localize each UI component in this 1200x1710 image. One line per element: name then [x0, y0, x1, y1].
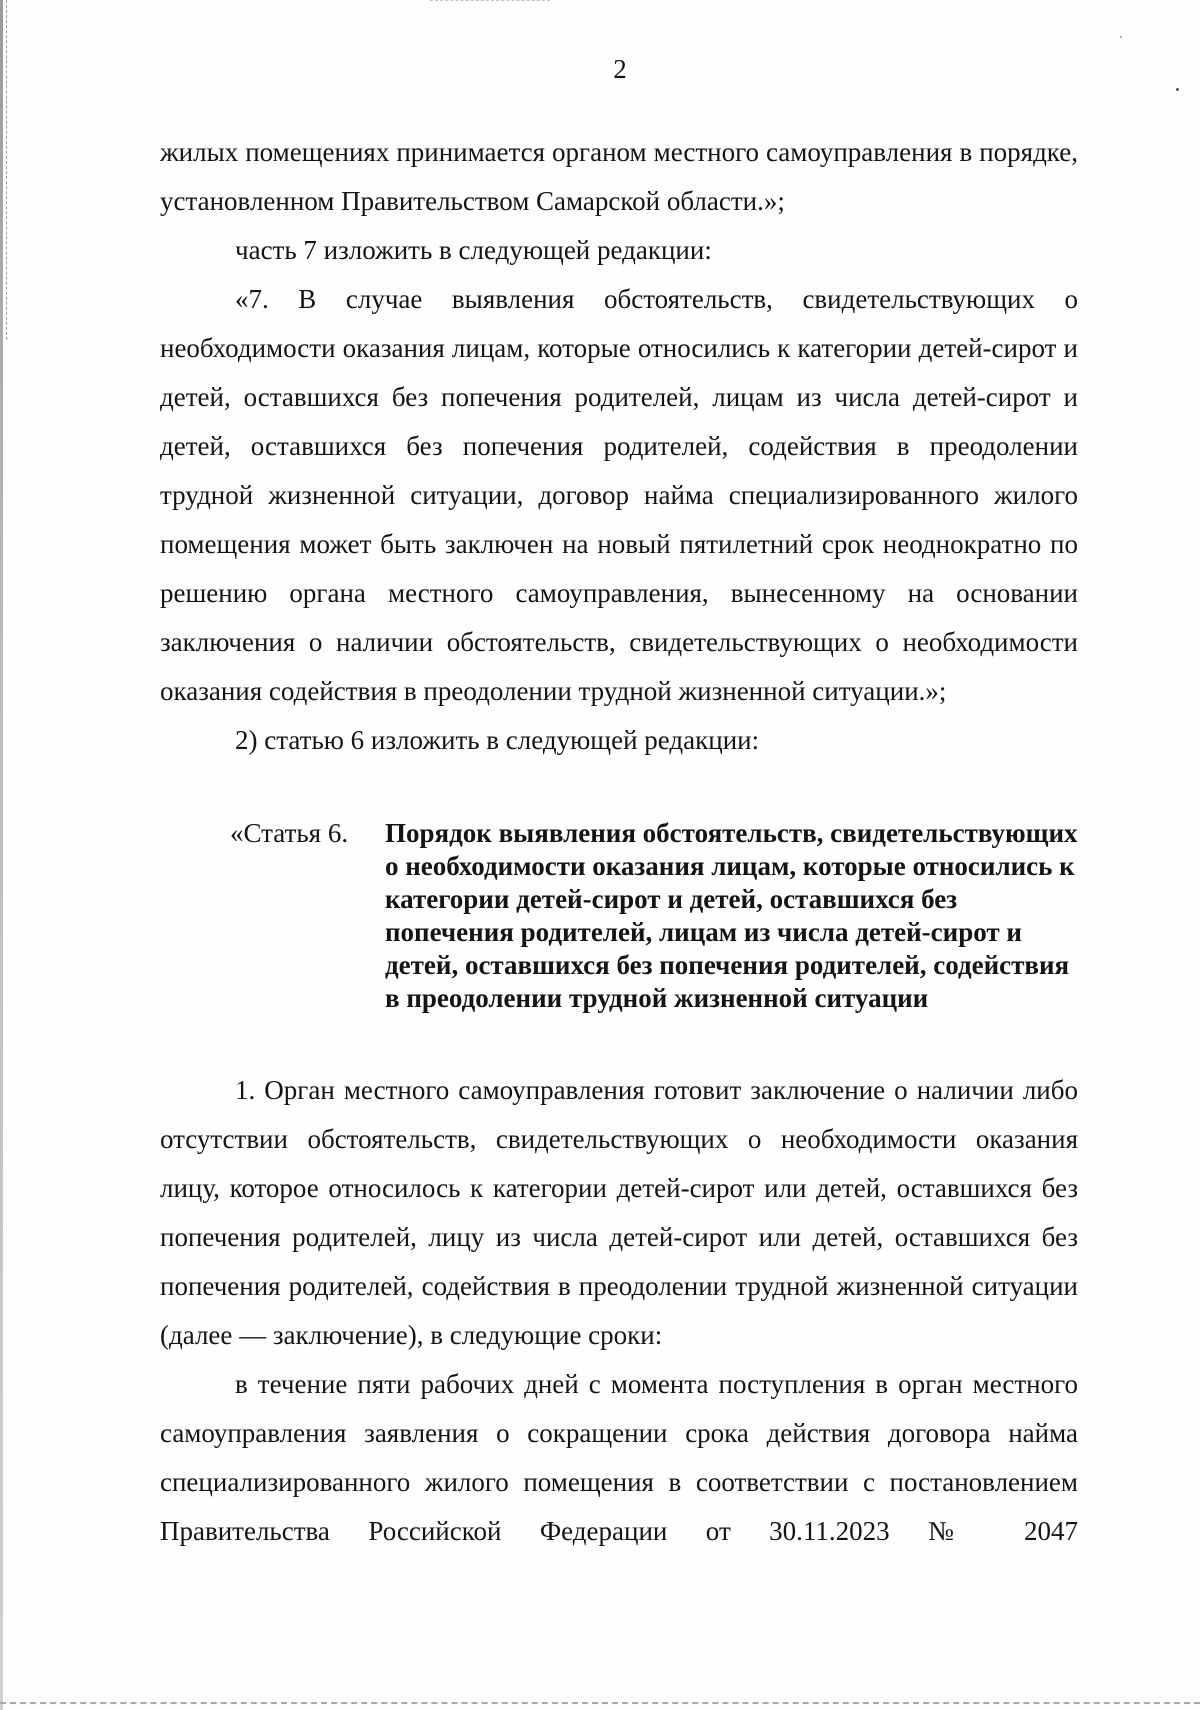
text-block-after	[160, 1066, 1078, 1556]
paragraph: жилых помещениях принимается органом местного самоуправления в порядке, установленном Правительством Самарской области.»;	[160, 137, 1078, 216]
article-label: «Статья 6.	[230, 818, 349, 848]
paragraph: часть 7 изложить в следующей редакции:	[235, 235, 712, 265]
article-title: Порядок выявления обстоятельств, свидетельствующих о необходимости оказания лицам, которые относились к категории детей-сирот и детей, оставшихся без попечения родителей, лицам из числа детей-сирот и детей, оставшихся без попечения родителей, содействия в преодолении трудной жизненной ситуации	[385, 818, 1078, 1013]
paragraph: «7. В случае выявления обстоятельств, свидетельствующих о необходимости оказания лицам, которые относились к категории детей-сирот и детей, оставшихся без попечения родителей, лицам из числа детей-сирот и детей, оставшихся без попечения родителей, содействия в преодолении трудной жизненной ситуации, договор найма специализированного жилого помещения может быть заключен на новый пятилетний срок неоднократно по решению органа местного самоуправления, вынесенному на основании заключения о наличии обстоятельств, свидетельствующих о необходимости оказания содействия в преодолении трудной жизненной ситуации.»;	[160, 284, 1078, 706]
text-block-before	[160, 128, 1078, 765]
scan-edge-top	[430, 0, 550, 1]
scan-edge-bottom	[0, 1702, 1200, 1704]
scan-dash-left	[6, 0, 8, 340]
paragraph: 1. Орган местного самоуправления готовит заключение о наличии либо отсутствии обстоятельств, свидетельствующих о необходимости оказания лицу, которое относилось к категории детей-сирот или детей, оставшихся без попечения родителей, лицу из числа детей-сирот или детей, оставшихся без попечения родителей, содействия в преодолении трудной жизненной ситуации (далее — заключение), в следующие сроки:	[160, 1075, 1078, 1350]
page-number: 2	[613, 54, 627, 84]
paragraph: 2) статью 6 изложить в следующей редакции:	[235, 725, 760, 755]
scan-speck	[1176, 88, 1179, 91]
scan-edge-left	[0, 0, 3, 1710]
scan-speck	[1120, 36, 1122, 38]
paragraph: в течение пяти рабочих дней с момента поступления в орган местного самоуправления заявления о сокращении срока действия договора найма специализированного жилого помещения в соответствии с постановлением Правительства Российской Федерации от 30.11.2023 № 2047	[160, 1369, 1078, 1546]
